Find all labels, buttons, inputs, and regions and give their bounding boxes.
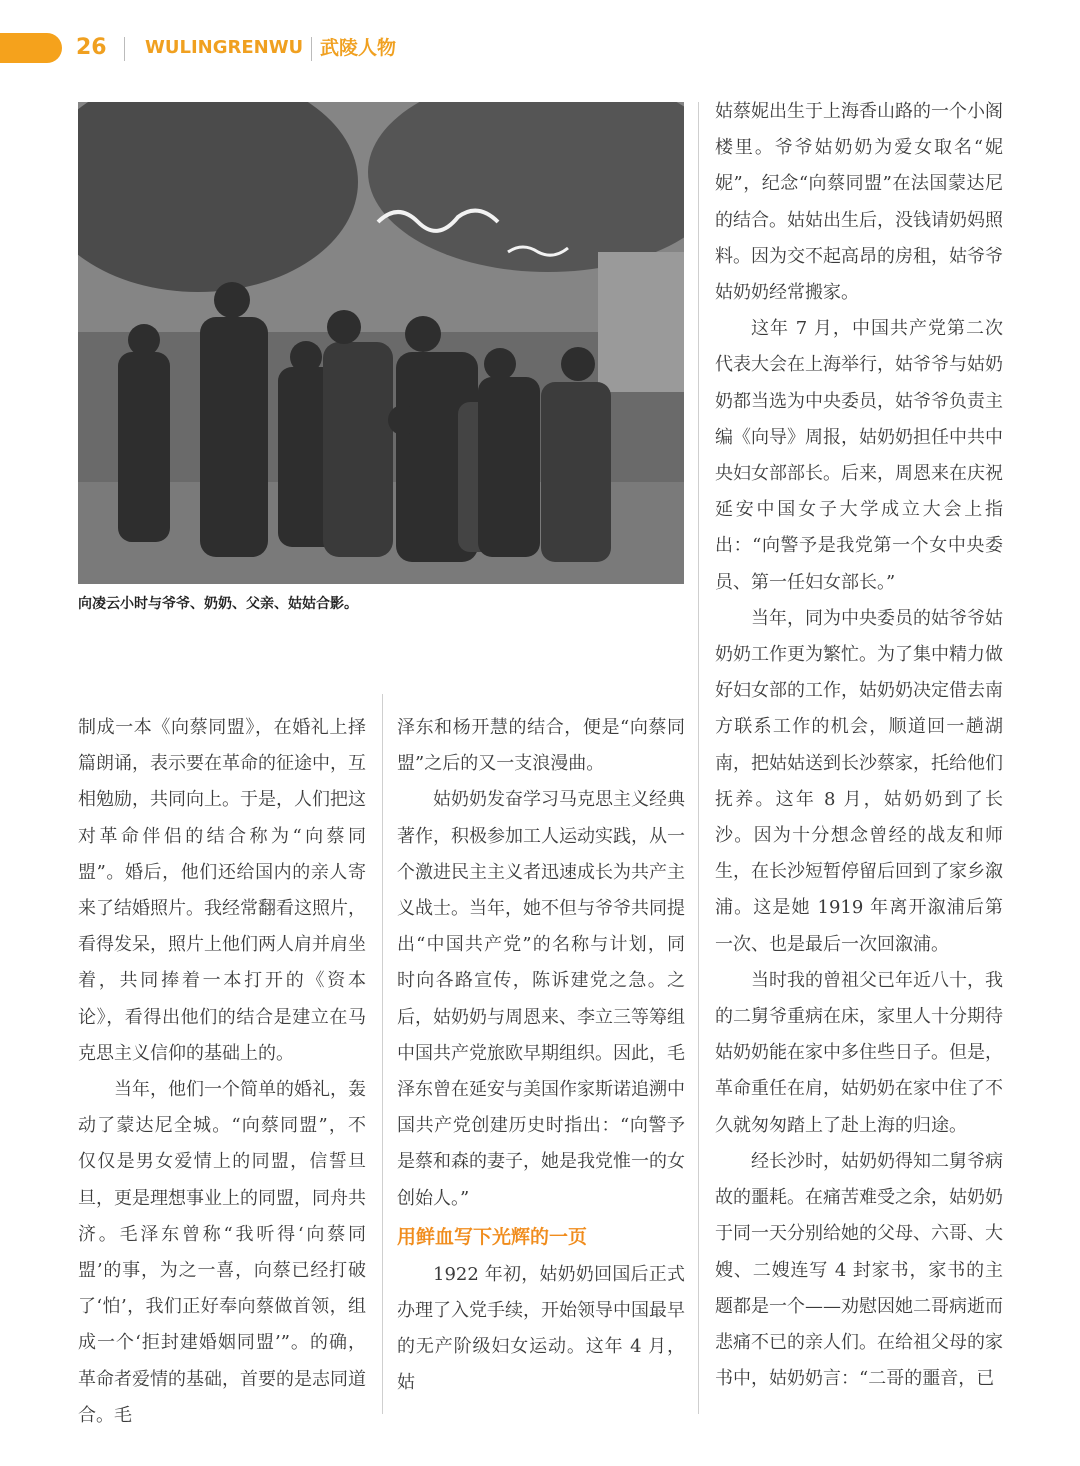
paragraph: 泽东和杨开慧的结合，便是“向蔡同盟”之后的又一支浪漫曲。: [397, 717, 685, 775]
column-divider: [382, 694, 383, 1414]
paragraph: 1922 年初，姑奶奶回国后正式办理了入党手续，开始领导中国最早的无产阶级妇女运动。这年 4 月，姑: [397, 1263, 685, 1394]
column-divider: [698, 102, 699, 1414]
paragraph: 经长沙时，姑奶奶得知二舅爷病故的噩耗。在痛苦难受之余，姑奶奶于同一天分别给她的父母、六哥、大嫂、二嫂连写 4 封家书，家书的主题都是一个——劝慰因她二哥病逝而悲痛不已的亲人们。在给祖父母的家书中，姑奶奶言：“二哥的噩音，已: [715, 1150, 1003, 1390]
section-heading: 用鲜血写下光辉的一页: [397, 1225, 588, 1248]
family-photo: [78, 102, 684, 584]
header-accent-tab: [0, 33, 62, 63]
header-divider: [311, 37, 312, 61]
paragraph: 姑蔡妮出生于上海香山路的一个小阁楼里。爷爷姑奶奶为爱女取名“妮妮”，纪念“向蔡同盟”在法国蒙达尼的结合。姑姑出生后，没钱请奶妈照料。因为交不起高昂的房租，姑爷爷姑奶奶经常搬家。: [715, 101, 1003, 304]
magazine-name-en: WULINGRENWU: [145, 37, 304, 58]
paragraph: 姑奶奶发奋学习马克思主义经典著作，积极参加工人运动实践，从一个激进民主主义者迅速成长为共产主义战士。当年，她不但与爷爷共同提出“中国共产党”的名称与计划，同时向各路宣传，陈诉建党之急。之后，姑奶奶与周恩来、李立三等筹组中国共产党旅欧早期组织。因此，毛泽东曾在延安与美国作家斯诺追溯中国共产党创建历史时指出：“向警予是蔡和森的妻子，她是我党惟一的女创始人。”: [397, 789, 685, 1209]
text-column-2: [397, 710, 685, 1402]
photo-caption: 向凌云小时与爷爷、奶奶、父亲、姑姑合影。: [78, 596, 358, 612]
paragraph: 制成一本《向蔡同盟》，在婚礼上择篇朗诵，表示要在革命的征途中，互相勉励，共同向上。于是，人们把这对革命伴侣的结合称为“向蔡同盟”。婚后，他们还给国内的亲人寄来了结婚照片。我经常翻看这照片，看得发呆，照片上他们两人肩并肩坐着，共同捧着一本打开的《资本论》，看得出他们的结合是建立在马克思主义信仰的基础上的。: [78, 717, 366, 1064]
paragraph: 这年 7 月，中国共产党第二次代表大会在上海举行，姑爷爷与姑奶奶都当选为中央委员，姑爷爷负责主编《向导》周报，姑奶奶担任中共中央妇女部部长。后来，周恩来在庆祝延安中国女子大学成立大会上指出：“向警予是我党第一个女中央委员、第一任妇女部长。”: [715, 318, 1003, 593]
text-column-3: [715, 94, 1003, 1397]
header-divider: [124, 37, 125, 61]
paragraph: 当时我的曾祖父已年近八十，我的二舅爷重病在床，家里人十分期待姑奶奶能在家中多住些日子。但是，革命重任在肩，姑奶奶在家中住了不久就匆匆踏上了赴上海的归途。: [715, 969, 1003, 1136]
paragraph: 当年，同为中央委员的姑爷爷姑奶奶工作更为繁忙。为了集中精力做好妇女部的工作，姑奶奶决定借去南方联系工作的机会，顺道回一趟湖南，把姑姑送到长沙蔡家，托给他们抚养。这年 8 月，姑奶奶到了长沙。因为十分想念曾经的战友和师生，在长沙短暂停留后回到了家乡溆浦。这是她 1919 年离开溆浦后第一次、也是最后一次回溆浦。: [715, 607, 1003, 955]
page-number: 26: [76, 35, 107, 60]
text-column-1: [78, 710, 366, 1434]
magazine-name-cn: 武陵人物: [320, 37, 397, 59]
paragraph: 当年，他们一个简单的婚礼，轰动了蒙达尼全城。“向蔡同盟”，不仅仅是男女爱情上的同盟，信誓旦旦，更是理想事业上的同盟，同舟共济。毛泽东曾称“我听得‘向蔡同盟’的事，为之一喜，向蔡已经打破了‘怕’，我们正好奉向蔡做首领，组成一个‘拒封建婚姻同盟’”。的确，革命者爱情的基础，首要的是志同道合。毛: [78, 1079, 366, 1426]
